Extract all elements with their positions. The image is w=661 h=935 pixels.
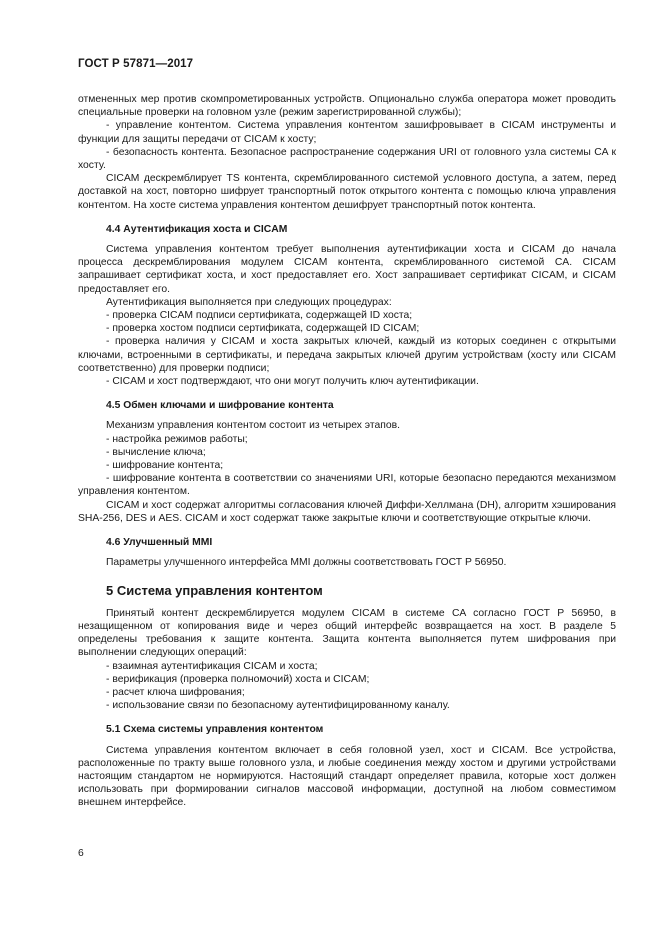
paragraph: CICAM дескремблирует TS контента, скремблированного системой условного доступа, а затем, перед доставкой на хост, повторно шифрует транспортный поток открытого контента с помощью ключа управления контентом. На хосте система управления контентом дешифрует транспортный поток контента. <box>78 173 616 211</box>
list-item: - вычисление ключа; <box>106 446 206 458</box>
paragraph: CICAM и хост содержат алгоритмы согласования ключей Диффи-Хеллмана (DH), алгоритм хэширования SHA-256, DES и AES. CICAM и хост содержат также закрытые ключи и соответствующие открытые ключи. <box>78 499 616 524</box>
paragraph: Аутентификация выполняется при следующих процедурах: <box>106 296 392 308</box>
subsection-heading: 4.4 Аутентификация хоста и CICAM <box>106 223 288 235</box>
list-item: - настройка режимов работы; <box>106 433 248 445</box>
document-header: ГОСТ Р 57871—2017 <box>78 58 194 70</box>
subsection-heading: 5.1 Схема системы управления контентом <box>106 724 324 736</box>
paragraph: Система управления контентом требует выполнения аутентификации хоста и CICAM до начала процесса дескремблирования модулем CICAM контента, скремблированного системой CA. CICAM запрашивает сертификат хоста, и хост предоставляет его. Хост запрашивает сертификат CICAM, и CICAM предоставляет его. <box>78 244 616 295</box>
paragraph: - безопасность контента. Безопасное распространение содержания URI от головного узла системы CA к хосту. <box>78 146 616 172</box>
paragraph: - шифрование контента в соответствии со значениями URI, которые безопасно передаются механизмом управления контентом. <box>78 473 616 498</box>
paragraph: - проверка наличия у CICAM и хоста закрытых ключей, каждый из которых соединен с открытыми ключами, встроенными в сертификаты, и передача закрытых ключей другим устройствам (хосту или CICAM соответственно) для проверки подписи; <box>78 336 616 374</box>
subsection-heading: 4.5 Обмен ключами и шифрование контента <box>106 400 334 412</box>
paragraph: Параметры улучшенного интерфейса MMI должны соответствовать ГОСТ Р 56950. <box>106 557 507 569</box>
page-number: 6 <box>78 848 84 859</box>
list-item: - шифрование контента; <box>106 460 224 472</box>
paragraph: Система управления контентом включает в себя головной узел, хост и CICAM. Все устройства, расположенные по тракту выше головного узла, и любые соединения между хостом и другими устройствами настоящим стандартом не нормируются. Настоящий стандарт определяет правила, которые хост должен использовать при формировании сигналов массовой информации, доступной на любом совместимом внешнем интерфейсе. <box>78 744 616 809</box>
list-item: - взаимная аутентификация CICAM и хоста; <box>106 660 318 672</box>
paragraph: - CICAM и хост подтверждают, что они могут получить ключ аутентификации. <box>106 376 479 388</box>
list-item: - проверка хостом подписи сертификата, содержащей ID CICAM; <box>106 323 420 335</box>
paragraph: отмененных мер против скомпрометированных устройств. Опционально служба оператора может проводить специальные проверки на головном узле (режим зарегистрированной службы); <box>78 94 616 119</box>
list-item: - верификация (проверка полномочий) хоста и CICAM; <box>106 673 370 685</box>
document-body <box>78 93 616 810</box>
paragraph: Механизм управления контентом состоит из четырех этапов. <box>106 420 400 432</box>
paragraph: - управление контентом. Система управления контентом зашифровывает в CICAM инструменты и функции для защиты передачи от CICAM к хосту; <box>78 120 616 145</box>
list-item: - расчет ключа шифрования; <box>106 686 245 698</box>
list-item: - проверка CICAM подписи сертификата, содержащей ID хоста; <box>106 310 413 322</box>
subsection-heading: 4.6 Улучшенный MMI <box>106 537 213 549</box>
paragraph: Принятый контент дескремблируется модулем CICAM в системе CA согласно ГОСТ Р 56950, в незащищенном от копирования виде и через общий интерфейс возвращается на хост. В разделе 5 определены требования к защите контента. Защита контента выполняется путем шифрования при выполнении следующих операций: <box>78 607 616 659</box>
section-heading: 5 Система управления контентом <box>106 582 323 598</box>
list-item: - использование связи по безопасному аутентифицированному каналу. <box>106 700 450 712</box>
